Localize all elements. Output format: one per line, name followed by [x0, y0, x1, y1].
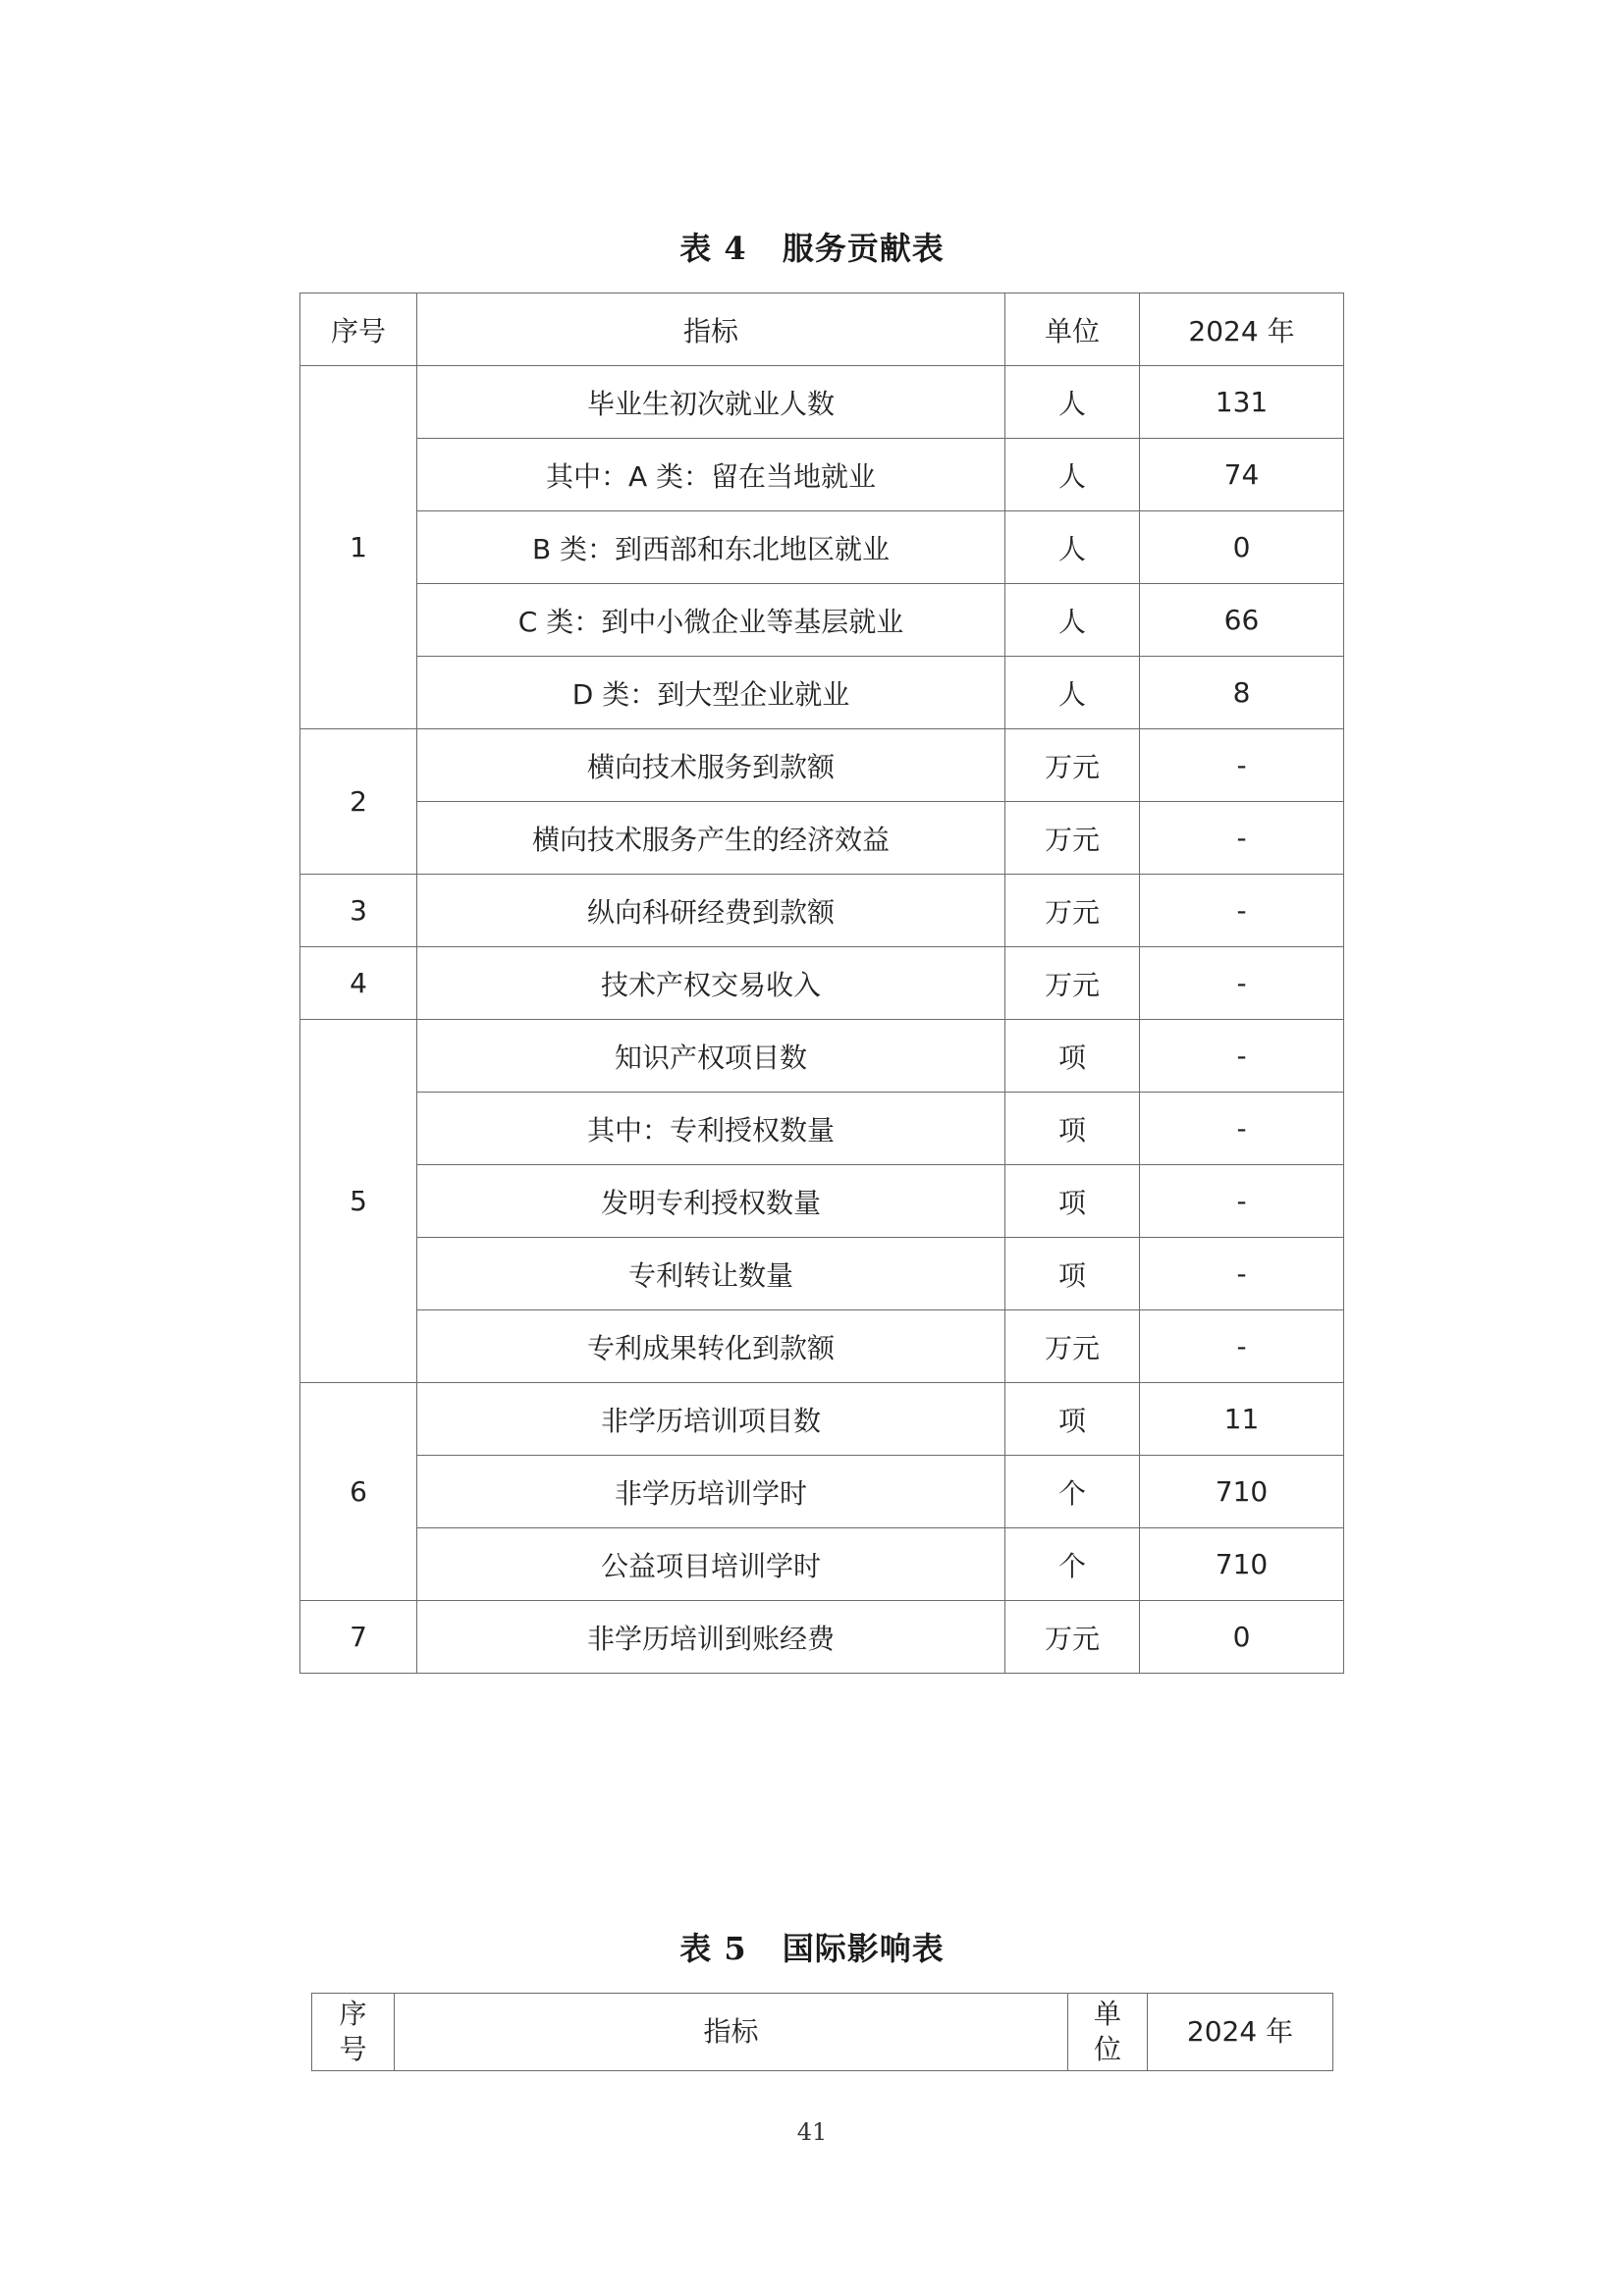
header-year: 2024 年 — [1140, 294, 1344, 366]
international-influence-table — [311, 1993, 1333, 2071]
header-index: 序号 — [300, 294, 417, 366]
value-cell: - — [1140, 1093, 1344, 1165]
table-row — [300, 511, 1344, 584]
unit-cell: 万元 — [1005, 729, 1140, 802]
value-cell: 710 — [1140, 1528, 1344, 1601]
header-unit-text: 单 位 — [1093, 1998, 1121, 2065]
unit-cell: 人 — [1005, 584, 1140, 657]
value-cell: 0 — [1140, 511, 1344, 584]
table-row — [300, 1528, 1344, 1601]
table-row — [300, 366, 1344, 439]
header-indicator: 指标 — [395, 1994, 1068, 2071]
indicator-cell: C 类：到中小微企业等基层就业 — [417, 584, 1005, 657]
table-row — [300, 729, 1344, 802]
indicator-cell: 横向技术服务到款额 — [417, 729, 1005, 802]
table4-header-row — [300, 294, 1344, 366]
indicator-cell: 非学历培训项目数 — [417, 1383, 1005, 1456]
table-row — [300, 1093, 1344, 1165]
table-row — [300, 1456, 1344, 1528]
table4-caption — [0, 224, 1624, 269]
unit-cell: 人 — [1005, 657, 1140, 729]
table-row — [300, 1165, 1344, 1238]
service-contribution-table — [299, 293, 1344, 1674]
table-row — [300, 1238, 1344, 1310]
indicator-cell: 横向技术服务产生的经济效益 — [417, 802, 1005, 875]
value-cell: 8 — [1140, 657, 1344, 729]
header-unit: 单位 — [1005, 294, 1140, 366]
value-cell: - — [1140, 947, 1344, 1020]
table-row — [300, 875, 1344, 947]
table-row — [300, 1601, 1344, 1674]
unit-cell: 个 — [1005, 1456, 1140, 1528]
value-cell: 11 — [1140, 1383, 1344, 1456]
unit-cell: 人 — [1005, 511, 1140, 584]
unit-cell: 万元 — [1005, 1601, 1140, 1674]
unit-cell: 项 — [1005, 1020, 1140, 1093]
value-cell: - — [1140, 802, 1344, 875]
row-index: 7 — [300, 1601, 417, 1674]
indicator-cell: 公益项目培训学时 — [417, 1528, 1005, 1601]
value-cell: - — [1140, 1310, 1344, 1383]
table4-caption-number: 表 4 — [679, 230, 747, 267]
row-index: 5 — [300, 1020, 417, 1383]
indicator-cell: B 类：到西部和东北地区就业 — [417, 511, 1005, 584]
unit-cell: 项 — [1005, 1093, 1140, 1165]
indicator-cell: 非学历培训学时 — [417, 1456, 1005, 1528]
unit-cell: 项 — [1005, 1383, 1140, 1456]
row-index: 2 — [300, 729, 417, 875]
value-cell: - — [1140, 1165, 1344, 1238]
table-row — [300, 1383, 1344, 1456]
indicator-cell: D 类：到大型企业就业 — [417, 657, 1005, 729]
unit-cell: 个 — [1005, 1528, 1140, 1601]
unit-cell: 人 — [1005, 366, 1140, 439]
table5-header-row — [312, 1994, 1333, 2071]
indicator-cell: 其中：A 类：留在当地就业 — [417, 439, 1005, 511]
unit-cell: 人 — [1005, 439, 1140, 511]
indicator-cell: 毕业生初次就业人数 — [417, 366, 1005, 439]
row-index: 6 — [300, 1383, 417, 1601]
table-row — [300, 947, 1344, 1020]
indicator-cell: 纵向科研经费到款额 — [417, 875, 1005, 947]
page-number: 41 — [796, 2118, 828, 2146]
value-cell: 131 — [1140, 366, 1344, 439]
row-index: 1 — [300, 366, 417, 729]
value-cell: 710 — [1140, 1456, 1344, 1528]
indicator-cell: 知识产权项目数 — [417, 1020, 1005, 1093]
value-cell: 74 — [1140, 439, 1344, 511]
header-year: 2024 年 — [1148, 1994, 1333, 2071]
table-row — [300, 657, 1344, 729]
unit-cell: 万元 — [1005, 1310, 1140, 1383]
indicator-cell: 其中：专利授权数量 — [417, 1093, 1005, 1165]
unit-cell: 万元 — [1005, 802, 1140, 875]
unit-cell: 项 — [1005, 1165, 1140, 1238]
header-index — [312, 1994, 395, 2071]
header-indicator: 指标 — [417, 294, 1005, 366]
value-cell: - — [1140, 729, 1344, 802]
table-row — [300, 584, 1344, 657]
indicator-cell: 技术产权交易收入 — [417, 947, 1005, 1020]
value-cell: 0 — [1140, 1601, 1344, 1674]
unit-cell: 万元 — [1005, 875, 1140, 947]
table-row — [300, 1310, 1344, 1383]
row-index: 3 — [300, 875, 417, 947]
value-cell: - — [1140, 1238, 1344, 1310]
table4-body — [300, 366, 1344, 1674]
unit-cell: 万元 — [1005, 947, 1140, 1020]
table5-caption-number: 表 5 — [679, 1930, 747, 1967]
table5-caption-title: 国际影响表 — [782, 1930, 945, 1967]
table-row — [300, 802, 1344, 875]
header-index-text: 序 号 — [339, 1998, 367, 2065]
table-row — [300, 439, 1344, 511]
table-row — [300, 1020, 1344, 1093]
indicator-cell: 非学历培训到账经费 — [417, 1601, 1005, 1674]
table5-caption — [0, 1924, 1624, 1969]
value-cell: 66 — [1140, 584, 1344, 657]
row-index: 4 — [300, 947, 417, 1020]
value-cell: - — [1140, 875, 1344, 947]
unit-cell: 项 — [1005, 1238, 1140, 1310]
header-unit — [1068, 1994, 1148, 2071]
indicator-cell: 专利成果转化到款额 — [417, 1310, 1005, 1383]
indicator-cell: 发明专利授权数量 — [417, 1165, 1005, 1238]
table4-caption-title: 服务贡献表 — [782, 230, 945, 267]
value-cell: - — [1140, 1020, 1344, 1093]
indicator-cell: 专利转让数量 — [417, 1238, 1005, 1310]
